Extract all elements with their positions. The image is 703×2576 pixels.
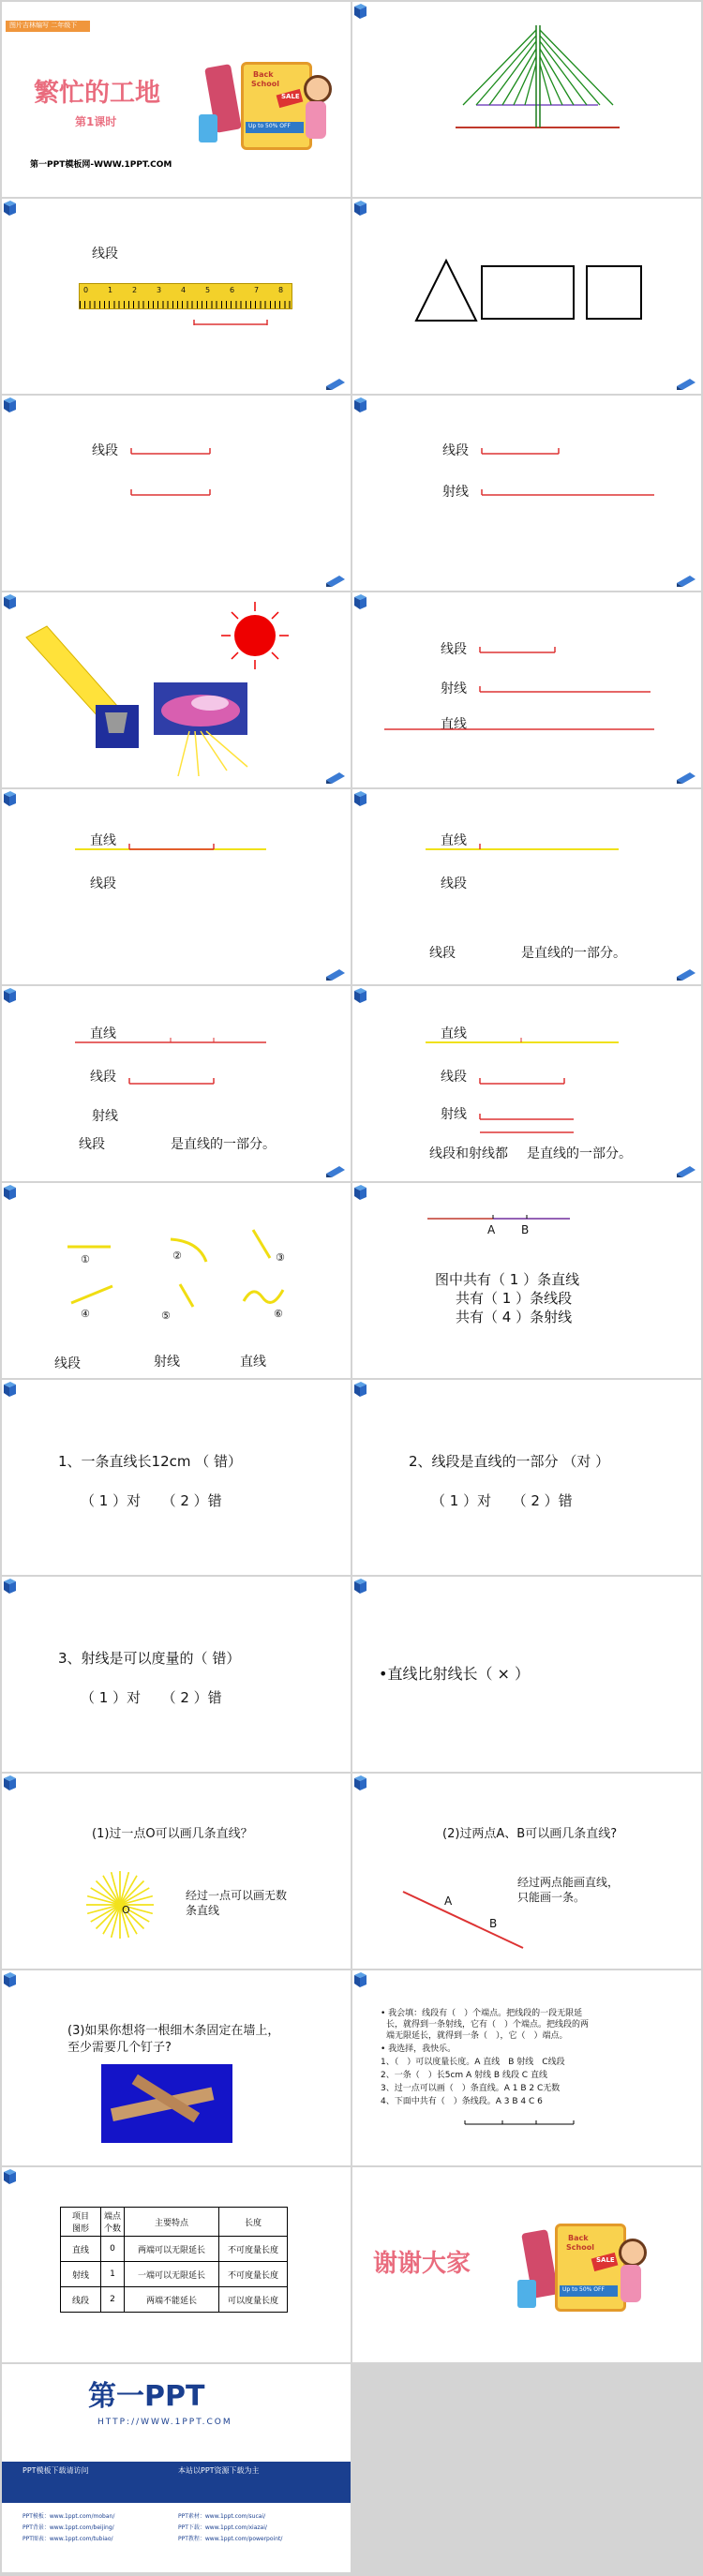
segment-label: 线段	[441, 1070, 467, 1085]
segment-label: 线段	[442, 443, 469, 458]
line-label: 直线	[441, 1026, 467, 1041]
pencil-corner-icon	[326, 1166, 345, 1177]
sentence-subject: 线段	[429, 946, 456, 961]
slide-2-bridge[interactable]	[352, 2, 701, 197]
three-line-types	[2, 986, 351, 1181]
pencil-corner-icon	[677, 1166, 696, 1177]
slide-5-segments[interactable]	[2, 396, 351, 591]
sentence-predicate: 是直线的一部分。	[527, 1146, 632, 1161]
slide-14-count[interactable]	[352, 1183, 701, 1378]
lesson-subtitle: 第1课时	[75, 115, 117, 128]
table-header: 项目 图形 端点 个数 主要特点 长度	[61, 2208, 288, 2237]
line-label: 直线	[90, 1026, 116, 1041]
question-text: (3)如果你想将一根细木条固定在墙上，	[67, 2024, 280, 2038]
exercise-line: 3、过一点可以画（ ）条直线。A 1 B 2 C无数	[381, 2084, 561, 2093]
exercise-line: 长，就得到一条射线，它有（ ）个端点。把线段的两	[386, 2020, 590, 2029]
answer-text: 只能画一条。	[517, 1891, 586, 1904]
site-label: 第一PPT模板网-WWW.1PPT.COM	[30, 160, 172, 170]
answer-options: （ 1 ）对 （ 2 ）错	[81, 1689, 222, 1706]
promo-link[interactable]: PPT模板：www.1ppt.com/moban/	[22, 2513, 115, 2520]
measured-segment	[2, 199, 351, 394]
slide-10-segment-part[interactable]	[352, 789, 701, 984]
pencil-corner-icon	[326, 576, 345, 587]
three-line-types	[352, 592, 701, 787]
count-lines: 图中共有（ 1 ）条直线	[435, 1271, 580, 1288]
three-line-types	[352, 986, 701, 1181]
basic-shapes	[352, 199, 701, 394]
item-number: ②	[172, 1250, 182, 1262]
line-through-ab	[352, 1774, 701, 1969]
question-text: 2、线段是直线的一部分 （对 ）	[409, 1453, 610, 1470]
point-a: A	[487, 1223, 496, 1236]
exercise-line: • 我选择，我快乐。	[381, 2044, 456, 2054]
promo-link[interactable]: PPT图表：www.1ppt.com/tubiao/	[22, 2536, 113, 2542]
wood-sticks-photo	[2, 1970, 351, 2165]
promo-link[interactable]: PPT下载：www.1ppt.com/xiazai/	[178, 2524, 267, 2531]
slide-3-ruler[interactable]	[2, 199, 351, 394]
slide-9-line-segment[interactable]	[2, 789, 351, 984]
promo-logo: 第一PPT	[88, 2380, 205, 2413]
point-b: B	[521, 1223, 530, 1236]
item-number: ④	[81, 1308, 90, 1320]
question-text: 至少需要几个钉子?	[67, 2041, 172, 2055]
classify-strokes	[2, 1183, 351, 1378]
promo-banner: PPT模板下载请访问 本站以PPT资源下载为主	[2, 2462, 351, 2503]
segment-label: 线段	[92, 443, 118, 458]
summary-table	[60, 2207, 288, 2313]
segment-ray-lines	[352, 396, 701, 591]
lesson-title: 繁忙的工地	[34, 79, 160, 108]
segment-count-figure	[352, 1970, 701, 2165]
segment-label: 线段	[441, 642, 467, 657]
cable-bridge-diagram	[352, 2, 701, 197]
item-number: ⑤	[161, 1310, 171, 1322]
pencil-corner-icon	[677, 772, 696, 784]
slide-8-three-lines[interactable]	[352, 592, 701, 787]
exercise-line: • 我会填：线段有（ ）个端点。把线段的一段无限延	[381, 2009, 583, 2018]
pencil-corner-icon	[326, 379, 345, 390]
segment-label: 线段	[92, 247, 118, 262]
slide-18-question-4[interactable]	[352, 1577, 701, 1772]
answer-text: 经过两点能画直线，	[517, 1876, 620, 1889]
category-segment: 线段	[54, 1356, 81, 1371]
slide-25-promo[interactable]	[2, 2364, 351, 2572]
promo-link[interactable]: PPT素材：www.1ppt.com/sucai/	[178, 2513, 266, 2520]
exercise-line: 1、（ ）可以度量长度。A 直线 B 射线 C线段	[381, 2058, 565, 2067]
question-text: (1)过一点O可以画几条直线？	[92, 1827, 253, 1841]
corner-cube-icon	[4, 1579, 16, 1594]
point-b: B	[489, 1917, 498, 1930]
slide-17-question-3[interactable]	[2, 1577, 351, 1772]
ray-label: 射线	[441, 1107, 467, 1122]
slide-12-both-parts[interactable]	[352, 986, 701, 1181]
answer-options: （ 1 ）对 （ 2 ）错	[431, 1492, 573, 1509]
pencil-corner-icon	[677, 576, 696, 587]
corner-cube-icon	[4, 1382, 16, 1397]
point-a: A	[444, 1895, 453, 1908]
line-label: 直线	[441, 717, 467, 732]
table-row: 射线 1 一端可以无限延长 不可度量长度	[61, 2262, 288, 2287]
line-label: 直线	[90, 833, 116, 848]
light-illustration	[2, 592, 351, 787]
slide-11-line-segment-ray[interactable]	[2, 986, 351, 1181]
line-label: 直线	[441, 833, 467, 848]
exercise-line: 4、下面中共有（ ）条线段。A 3 B 4 C 6	[381, 2097, 543, 2106]
sentence-subject: 线段	[79, 1137, 105, 1152]
pencil-corner-icon	[326, 772, 345, 784]
count-rays: 共有（ 4 ）条射线	[456, 1309, 573, 1325]
slide-7-light-rays[interactable]	[2, 592, 351, 787]
line-with-segment	[352, 789, 701, 984]
slide-6-segment-ray[interactable]	[352, 396, 701, 591]
slide-16-question-2[interactable]	[352, 1380, 701, 1575]
item-number: ⑥	[274, 1308, 283, 1320]
question-text: 3、射线是可以度量的（ 错）	[58, 1650, 241, 1667]
exercise-line: 端无限延长，就得到一条（ ），它（ ）端点。	[386, 2031, 568, 2041]
book-illustration: Back School SALE Up to 50% OFF	[517, 2214, 658, 2317]
promo-url: HTTP://WWW.1PPT.COM	[97, 2418, 232, 2427]
ruler: 0 1 2 3 4 5 6 7 8	[79, 283, 292, 309]
corner-cube-icon	[4, 2169, 16, 2184]
sentence-predicate: 是直线的一部分。	[521, 946, 626, 961]
slide-13-classify[interactable]	[2, 1183, 351, 1378]
question-text: (2)过两点A、B可以画几条直线?	[442, 1827, 618, 1841]
book-illustration: Back School SALE Up to 50% OFF	[199, 58, 339, 152]
ray-label: 射线	[441, 681, 467, 696]
corner-cube-icon	[354, 1579, 366, 1594]
slide-24-thanks[interactable]	[352, 2167, 701, 2362]
slide-15-question-1[interactable]	[2, 1380, 351, 1575]
pencil-corner-icon	[677, 379, 696, 390]
answer-options: （ 1 ）对 （ 2 ）错	[81, 1492, 222, 1509]
table-row: 直线 0 两端可以无限延长 不可度量长度	[61, 2237, 288, 2262]
segment-lines	[2, 396, 351, 591]
table-row: 线段 2 两端不能延长 可以度量长度	[61, 2287, 288, 2313]
ray-label: 射线	[92, 1109, 118, 1124]
segment-label: 线段	[90, 1070, 116, 1085]
item-number: ③	[276, 1251, 285, 1264]
segment-label: 线段	[441, 876, 467, 891]
pencil-corner-icon	[326, 969, 345, 981]
slide-4-shapes[interactable]	[352, 199, 701, 394]
slide-21-nails[interactable]	[2, 1970, 351, 2165]
pencil-corner-icon	[677, 969, 696, 981]
segment-label: 线段	[90, 876, 116, 891]
promo-link[interactable]: PPT教程：www.1ppt.com/powerpoint/	[178, 2536, 283, 2542]
exercise-line: 2、一条（ ）长5cm A 射线 B 线段 C 直线	[381, 2071, 547, 2080]
count-segments: 共有（ 1 ）条线段	[456, 1290, 573, 1307]
slide-19-one-point[interactable]	[2, 1774, 351, 1969]
radiating-lines	[2, 1774, 351, 1969]
answer-text: 经过一点可以画无数	[186, 1889, 288, 1902]
promo-link[interactable]: PPT背景：www.1ppt.com/beijing/	[22, 2524, 114, 2531]
slide-23-summary-table[interactable]	[2, 2167, 351, 2362]
answer-text: 条直线	[186, 1904, 220, 1917]
category-ray: 射线	[154, 1355, 180, 1370]
ray-label: 射线	[442, 485, 469, 500]
corner-cube-icon	[354, 1382, 366, 1397]
header-badge: 图片吉林编写 二年级下	[6, 21, 90, 32]
category-line: 直线	[240, 1355, 266, 1370]
item-number: ①	[81, 1253, 90, 1266]
slide-22-exercises[interactable]	[352, 1970, 701, 2165]
line-with-segment	[2, 789, 351, 984]
point-o: O	[122, 1904, 130, 1916]
question-text: •直线比射线长（ × ）	[379, 1665, 531, 1683]
slide-20-two-points[interactable]	[352, 1774, 701, 1969]
thanks-title: 谢谢大家	[373, 2250, 471, 2278]
sentence-predicate: 是直线的一部分。	[171, 1137, 276, 1152]
question-text: 1、一条直线长12cm （ 错）	[58, 1453, 243, 1470]
sentence-subject: 线段和射线都	[429, 1146, 508, 1161]
slide-1-title[interactable]	[2, 2, 351, 197]
